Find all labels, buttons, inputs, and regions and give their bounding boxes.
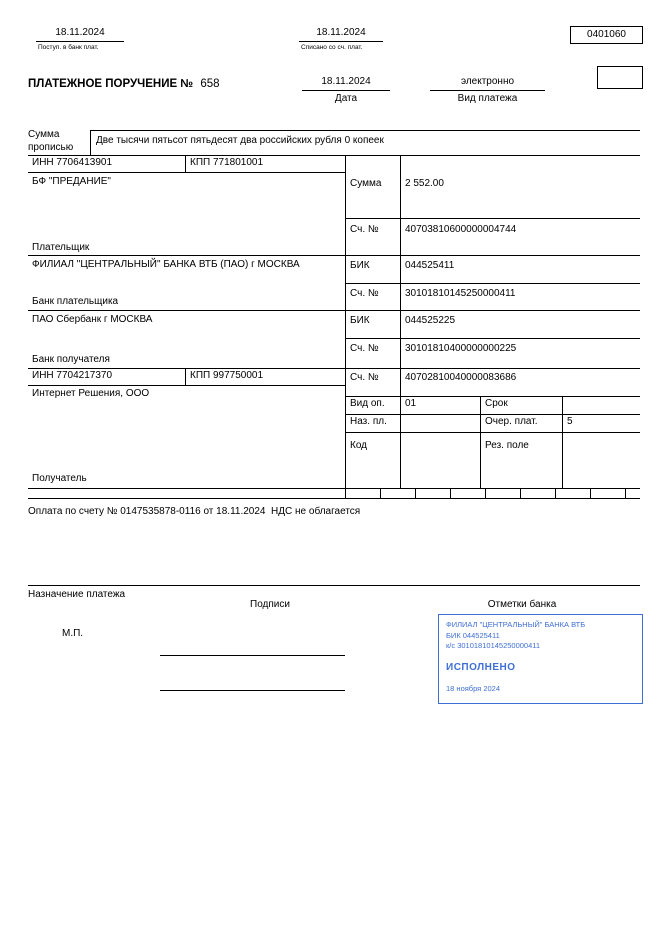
doc-date: 18.11.2024 xyxy=(302,76,390,91)
grid-line xyxy=(28,488,640,489)
signatures-caption: Подписи xyxy=(250,599,290,610)
grid-line xyxy=(345,432,640,433)
status-code-box xyxy=(597,66,643,89)
grid-line xyxy=(345,396,640,397)
payee-inn: ИНН 7704217370 xyxy=(32,370,113,381)
amount-caption: Сумма xyxy=(350,178,382,189)
amount-value: 2 552.00 xyxy=(405,178,444,189)
payee-caption: Получатель xyxy=(32,473,87,484)
payee-bank-name: ПАО Сбербанк г МОСКВА xyxy=(32,314,153,325)
grid-line xyxy=(185,368,186,385)
signature-line xyxy=(160,655,345,656)
doc-title xyxy=(28,78,220,92)
grid-line xyxy=(28,498,640,499)
payee-bank-account-caption: Сч. № xyxy=(350,343,379,354)
payee-bank-account: 30101810400000000225 xyxy=(405,343,517,354)
doc-title-label: ПЛАТЕЖНОЕ ПОРУЧЕНИЕ № xyxy=(28,78,194,90)
grid-line xyxy=(485,488,486,498)
payer-bank-account-caption: Сч. № xyxy=(350,288,379,299)
grid-line xyxy=(28,255,640,256)
received-date-caption: Поступ. в банк плат. xyxy=(38,44,99,51)
payee-bank-bik: 044525225 xyxy=(405,315,456,326)
payer-bank-name: ФИЛИАЛ "ЦЕНТРАЛЬНЫЙ" БАНКА ВТБ (ПАО) г МОСКВА xyxy=(32,259,300,270)
payee-bank-caption: Банк получателя xyxy=(32,354,110,365)
priority-caption: Очер. плат. xyxy=(485,416,538,427)
grid-line xyxy=(345,155,346,488)
grid-line xyxy=(555,488,556,498)
stamp-status: ИСПОЛНЕНО xyxy=(446,661,516,673)
stamp-corr-account: к/с 30101810145250000411 xyxy=(446,641,541,650)
payer-account: 40703810600000004744 xyxy=(405,224,517,235)
grid-line xyxy=(90,130,640,131)
stamp-bik: БИК 044525411 xyxy=(446,630,500,640)
grid-line xyxy=(28,385,345,386)
grid-line xyxy=(90,130,91,155)
op-kind-value: 01 xyxy=(405,398,417,409)
grid-line xyxy=(28,310,640,311)
payer-account-caption: Сч. № xyxy=(350,224,379,235)
grid-line xyxy=(520,488,521,498)
payer-kpp: КПП 771801001 xyxy=(190,157,264,168)
payer-name: БФ "ПРЕДАНИЕ" xyxy=(32,176,111,187)
amount-words-caption: Сумма прописью xyxy=(28,129,74,153)
debited-date: 18.11.2024 xyxy=(299,27,383,42)
op-kind-caption: Вид оп. xyxy=(350,398,385,409)
bank-stamp xyxy=(438,614,643,704)
amount-words-text: Две тысячи пятьсот пятьдесят два российских рубля 0 копеек xyxy=(96,135,384,146)
received-date: 18.11.2024 xyxy=(36,27,124,42)
payment-kind-caption: Вид платежа xyxy=(457,93,518,104)
bank-marks-caption: Отметки банка xyxy=(487,599,557,610)
doc-number: 658 xyxy=(200,78,220,90)
grid-line xyxy=(28,172,345,173)
payer-bank-account: 30101810145250000411 xyxy=(405,288,516,299)
grid-line xyxy=(28,155,640,156)
grid-line xyxy=(625,488,626,498)
stamp-date: 18 ноября 2024 xyxy=(446,683,501,693)
grid-line xyxy=(345,283,640,284)
grid-line xyxy=(590,488,591,498)
doc-date-caption: Дата xyxy=(334,93,358,104)
grid-line xyxy=(450,488,451,498)
purpose-caption: Назначение платежа xyxy=(28,589,126,600)
grid-line xyxy=(345,488,346,498)
grid-line xyxy=(480,396,481,488)
stamp-place-label: М.П. xyxy=(62,628,84,639)
payer-bank-caption: Банк плательщика xyxy=(32,296,119,307)
form-code-box: 0401060 xyxy=(570,26,643,44)
payment-kind: электронно xyxy=(430,76,545,91)
pay-purpose-code-caption: Наз. пл. xyxy=(350,416,387,427)
payer-inn: ИНН 7706413901 xyxy=(32,157,113,168)
debited-date-caption: Списано со сч. плат. xyxy=(301,44,363,51)
grid-line xyxy=(345,218,640,219)
grid-line xyxy=(345,338,640,339)
signature-line xyxy=(160,690,345,691)
payee-account: 40702810040000083686 xyxy=(405,372,517,383)
priority-value: 5 xyxy=(567,416,573,427)
payee-bank-bik-caption: БИК xyxy=(350,315,370,326)
payer-bank-bik: 044525411 xyxy=(405,260,455,271)
payee-kpp: КПП 997750001 xyxy=(190,370,264,381)
purpose-text: Оплата по счету № 0147535878-0116 от 18.11.2024 НДС не облагается xyxy=(28,506,361,517)
payer-bank-bik-caption: БИК xyxy=(350,260,370,271)
term-caption: Срок xyxy=(485,398,508,409)
grid-line xyxy=(415,488,416,498)
payer-caption: Плательщик xyxy=(32,242,90,253)
stamp-bank-name: ФИЛИАЛ "ЦЕНТРАЛЬНЫЙ" БАНКА ВТБ xyxy=(446,620,586,629)
grid-line xyxy=(28,368,640,369)
grid-line xyxy=(345,414,640,415)
payee-name: Интернет Решения, ООО xyxy=(32,388,150,399)
grid-line xyxy=(28,585,640,586)
payee-account-caption: Сч. № xyxy=(350,372,379,383)
grid-line xyxy=(185,155,186,172)
grid-line xyxy=(562,396,563,488)
grid-line xyxy=(380,488,381,498)
reserve-field-caption: Рез. поле xyxy=(485,440,529,451)
grid-line xyxy=(400,155,401,488)
code-caption: Код xyxy=(350,440,368,451)
